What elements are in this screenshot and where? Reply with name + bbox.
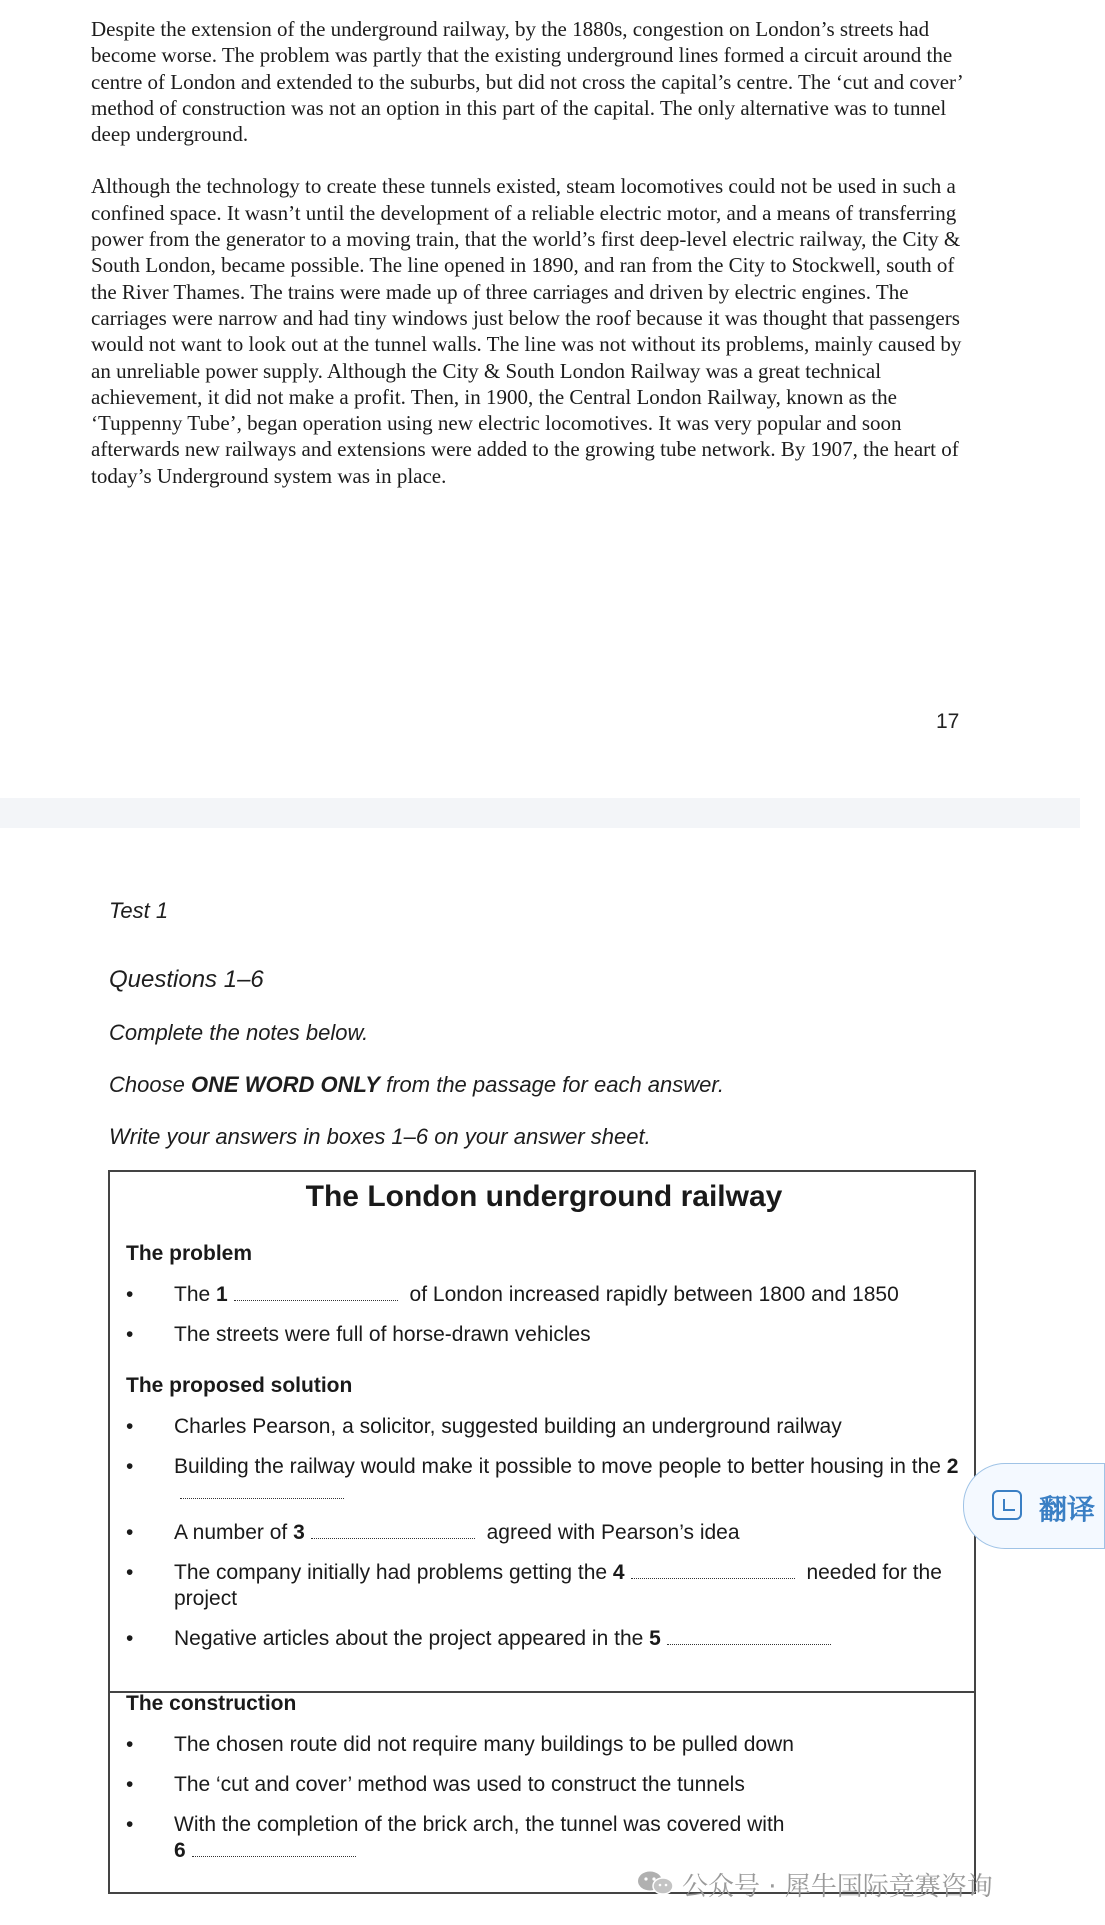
question-number-4: 4 [612, 1561, 625, 1584]
q1-text-pre: The [174, 1283, 217, 1306]
notes-box-continued [108, 1692, 976, 1894]
answer-blank-1[interactable] [234, 1286, 398, 1301]
bullet-icon: • [126, 1773, 134, 1796]
passage-page [0, 0, 1080, 798]
answer-blank-5[interactable] [667, 1630, 831, 1645]
section-heading-construction: The construction [126, 1692, 297, 1715]
translate-label: 翻译 [1039, 1493, 1096, 1526]
instruction-complete: Complete the notes below. [109, 1020, 369, 1045]
q4-text-post: needed for the project [174, 1561, 942, 1610]
translate-icon [992, 1490, 1022, 1520]
question-number-2: 2 [946, 1455, 959, 1478]
page-separator [0, 798, 1080, 828]
bullet-icon: • [126, 1283, 134, 1306]
instruction-choose-bold: ONE WORD ONLY [190, 1072, 380, 1097]
note-text [174, 1282, 964, 1308]
instruction-choose-pre: Choose [109, 1072, 191, 1097]
section-heading-solution: The proposed solution [126, 1374, 353, 1397]
bullet-icon: • [126, 1733, 134, 1756]
q3-text-post: agreed with Pearson’s idea [480, 1521, 740, 1544]
instruction-write: Write your answers in boxes 1–6 on your answer sheet. [109, 1124, 651, 1149]
question-range: Questions 1–6 [109, 966, 264, 993]
question-number-6: 6 [174, 1839, 186, 1862]
note-text: The ‘cut and cover’ method was used to construct the tunnels [174, 1773, 745, 1796]
note-text [174, 1454, 964, 1506]
q6-text-pre: With the completion of the brick arch, the tunnel was covered with [174, 1813, 785, 1836]
passage-paragraph-2: Although the technology to create these tunnels existed, steam locomotives could not be used in such a confined space. It wasn’t until the development of a reliable electric motor, and a means of transferring power from the generator to a moving train, that the world’s first deep-level electric railway, the City & South London, became possible. The line opened in 1890, and ran from the City to Stockwell, south of the River Thames. The trains were made up of three carriages and driven by electric engines. The carriages were narrow and had tiny windows just below the roof because it was thought that passengers would not want to look out at the tunnel walls. The line was not without its problems, mainly caused by an unreliable power supply. Although the City & South London Railway was a great technical achievement, it did not make a profit. Then, in 1900, the Central London Railway, known as the ‘Tuppenny Tube’, began operation using new electric locomotives. It was very popular and soon afterwards new railways and extensions were added to the growing tube network. By 1907, the heart of today’s Underground system was in place. [91, 174, 962, 488]
answer-blank-6[interactable] [192, 1842, 356, 1857]
q5-text-pre: Negative articles about the project appeared in the [174, 1627, 650, 1650]
wechat-icon [636, 1870, 676, 1896]
test-label: Test 1 [109, 898, 169, 923]
bullet-icon: • [126, 1455, 134, 1478]
answer-blank-3[interactable] [311, 1524, 475, 1539]
q1-text-post: of London increased rapidly between 1800 and 1850 [403, 1283, 899, 1306]
question-number-1: 1 [216, 1283, 228, 1306]
passage-text [91, 16, 971, 515]
instruction-choose [109, 1072, 724, 1098]
note-text [174, 1520, 964, 1546]
note-text: The streets were full of horse-drawn vehicles [174, 1323, 591, 1346]
translate-button[interactable] [963, 1463, 1105, 1549]
note-text [174, 1560, 964, 1612]
bullet-icon: • [126, 1323, 134, 1346]
note-text: Charles Pearson, a solicitor, suggested building an underground railway [174, 1415, 842, 1438]
bullet-icon: • [126, 1813, 134, 1836]
note-text [174, 1626, 964, 1652]
instruction-choose-post: from the passage for each answer. [379, 1072, 725, 1097]
section-heading-problem: The problem [126, 1242, 253, 1265]
notes-title: The London underground railway [305, 1180, 783, 1213]
bullet-icon: • [126, 1415, 134, 1438]
answer-blank-2[interactable] [180, 1484, 344, 1499]
q3-text-pre: A number of [174, 1521, 294, 1544]
bullet-icon: • [126, 1521, 134, 1544]
question-page [0, 828, 1080, 1925]
note-text: The chosen route did not require many buildings to be pulled down [174, 1733, 794, 1756]
page-number: 17 [936, 710, 960, 733]
bullet-icon: • [126, 1561, 134, 1584]
note-text [174, 1812, 964, 1864]
notes-box [108, 1170, 976, 1693]
bullet-icon: • [126, 1627, 134, 1650]
q4-text-pre: The company initially had problems getting the [174, 1561, 613, 1584]
question-number-5: 5 [649, 1627, 661, 1650]
q2-text-pre: Building the railway would make it possible to move people to better housing in the [174, 1455, 947, 1478]
answer-blank-4[interactable] [631, 1564, 795, 1579]
question-number-3: 3 [293, 1521, 305, 1544]
passage-paragraph-1: Despite the extension of the underground railway, by the 1880s, congestion on London’s streets had become worse. The problem was partly that the existing underground lines formed a circuit around the centre of London and extended to the suburbs, but did not cross the capital’s centre. The ‘cut and cover’ method of construction was not an option in this part of the capital. The only alternative was to tunnel deep underground. [91, 17, 963, 147]
watermark-text: 公众号 · 犀牛国际竞赛咨询 [682, 1872, 993, 1902]
